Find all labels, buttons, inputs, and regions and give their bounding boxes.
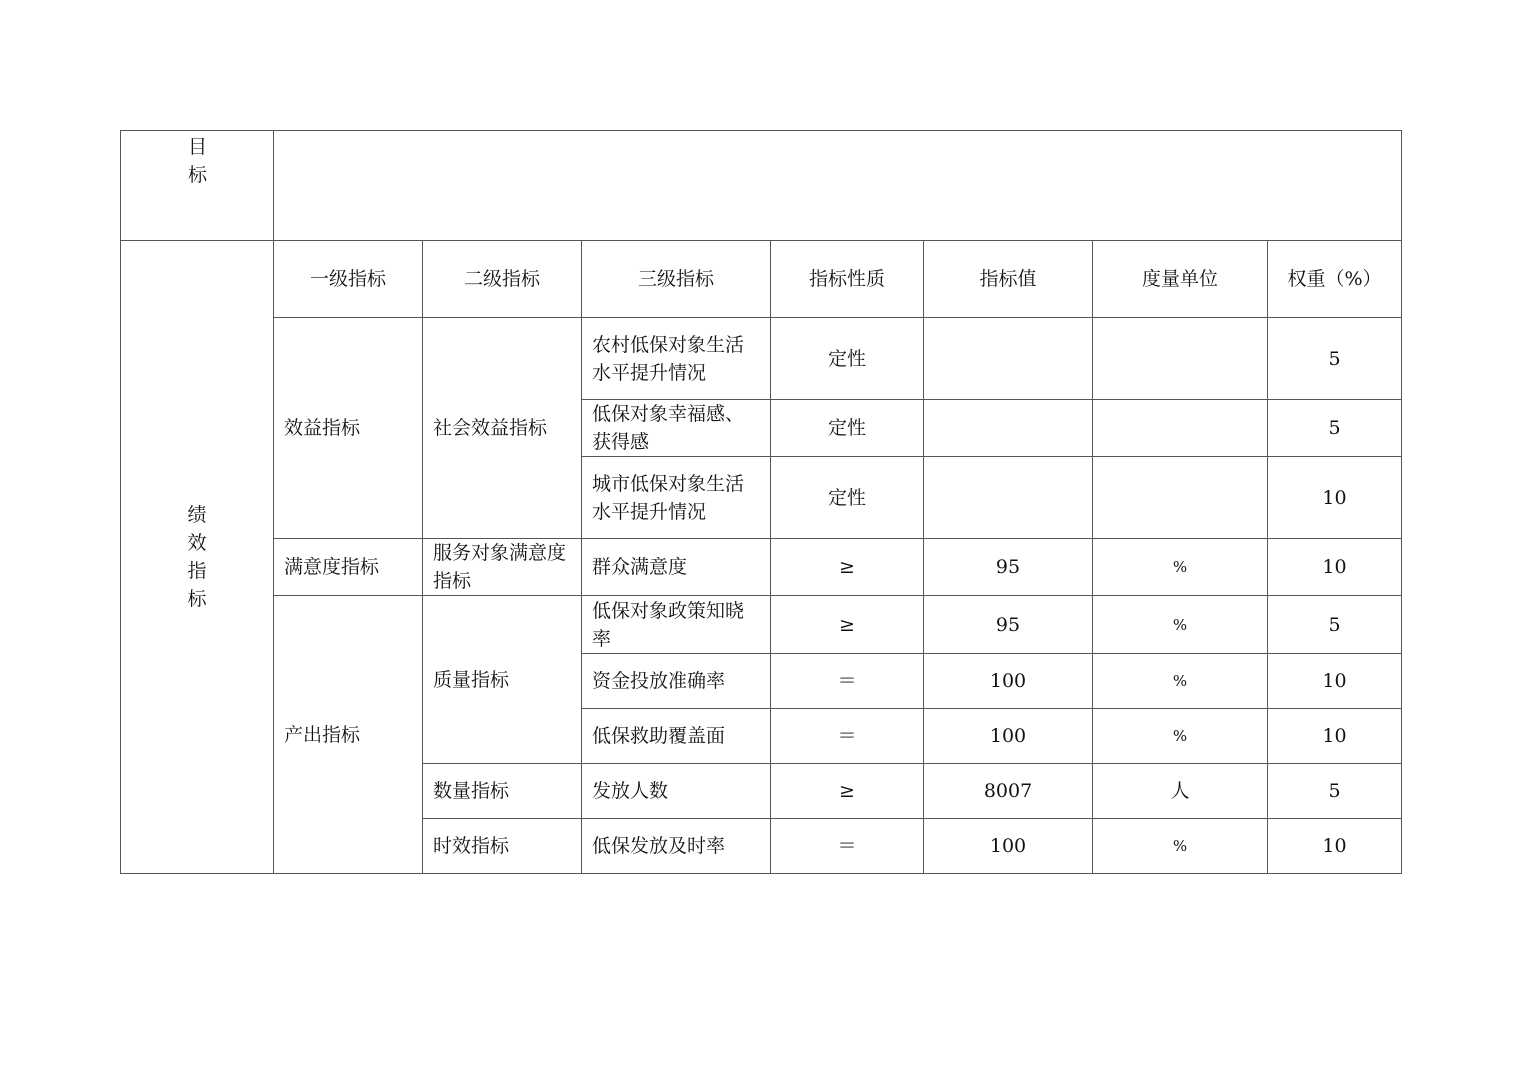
weight-cell: 10 — [1268, 709, 1402, 764]
weight-cell: 5 — [1268, 400, 1402, 457]
level3-name: 低保发放及时率 — [582, 819, 771, 874]
weight-cell: 5 — [1268, 318, 1402, 400]
level3-name: 群众满意度 — [582, 539, 771, 596]
nature-cell: ＝ — [771, 654, 924, 709]
value-cell — [924, 318, 1093, 400]
performance-label: 绩 效 指 标 — [121, 241, 274, 874]
value-cell: 100 — [924, 654, 1093, 709]
unit-cell: % — [1093, 654, 1268, 709]
goal-content — [274, 131, 1402, 241]
level2-timeliness: 时效指标 — [423, 819, 582, 874]
level1-output: 产出指标 — [274, 596, 423, 874]
level2-quality: 质量指标 — [423, 596, 582, 764]
level2-social-benefit: 社会效益指标 — [423, 318, 582, 539]
unit-cell: % — [1093, 709, 1268, 764]
weight-cell: 5 — [1268, 764, 1402, 819]
unit-cell — [1093, 400, 1268, 457]
header-level1: 一级指标 — [274, 241, 423, 318]
level1-benefit: 效益指标 — [274, 318, 423, 539]
header-level2: 二级指标 — [423, 241, 582, 318]
header-nature: 指标性质 — [771, 241, 924, 318]
level2-quantity: 数量指标 — [423, 764, 582, 819]
value-cell: 100 — [924, 709, 1093, 764]
nature-cell: 定性 — [771, 457, 924, 539]
level3-name: 城市低保对象生活水平提升情况 — [582, 457, 771, 539]
table-row — [121, 318, 1402, 400]
level3-name: 低保对象政策知晓率 — [582, 596, 771, 654]
level3-name: 低保对象幸福感、获得感 — [582, 400, 771, 457]
value-cell: 8007 — [924, 764, 1093, 819]
header-level3: 三级指标 — [582, 241, 771, 318]
weight-cell: 10 — [1268, 819, 1402, 874]
nature-cell: ＝ — [771, 709, 924, 764]
header-unit: 度量单位 — [1093, 241, 1268, 318]
table-row — [121, 596, 1402, 654]
header-row — [121, 241, 1402, 318]
unit-cell — [1093, 318, 1268, 400]
weight-cell: 10 — [1268, 654, 1402, 709]
header-weight: 权重（%） — [1268, 241, 1402, 318]
level3-name: 低保救助覆盖面 — [582, 709, 771, 764]
value-cell — [924, 400, 1093, 457]
weight-cell: 5 — [1268, 596, 1402, 654]
nature-cell: ＝ — [771, 819, 924, 874]
performance-indicator-table — [120, 130, 1402, 874]
nature-cell: 定性 — [771, 318, 924, 400]
unit-cell — [1093, 457, 1268, 539]
value-cell — [924, 457, 1093, 539]
level3-name: 农村低保对象生活水平提升情况 — [582, 318, 771, 400]
goal-row — [121, 131, 1402, 241]
unit-cell: % — [1093, 539, 1268, 596]
level1-satisfaction: 满意度指标 — [274, 539, 423, 596]
level3-name: 发放人数 — [582, 764, 771, 819]
table-row — [121, 539, 1402, 596]
nature-cell: ≥ — [771, 596, 924, 654]
value-cell: 95 — [924, 596, 1093, 654]
weight-cell: 10 — [1268, 457, 1402, 539]
value-cell: 100 — [924, 819, 1093, 874]
unit-cell: % — [1093, 596, 1268, 654]
level2-service-satisfaction: 服务对象满意度指标 — [423, 539, 582, 596]
header-value: 指标值 — [924, 241, 1093, 318]
level3-name: 资金投放准确率 — [582, 654, 771, 709]
value-cell: 95 — [924, 539, 1093, 596]
unit-cell: % — [1093, 819, 1268, 874]
nature-cell: 定性 — [771, 400, 924, 457]
nature-cell: ≥ — [771, 764, 924, 819]
weight-cell: 10 — [1268, 539, 1402, 596]
nature-cell: ≥ — [771, 539, 924, 596]
unit-cell: 人 — [1093, 764, 1268, 819]
goal-label: 目 标 — [121, 131, 274, 241]
